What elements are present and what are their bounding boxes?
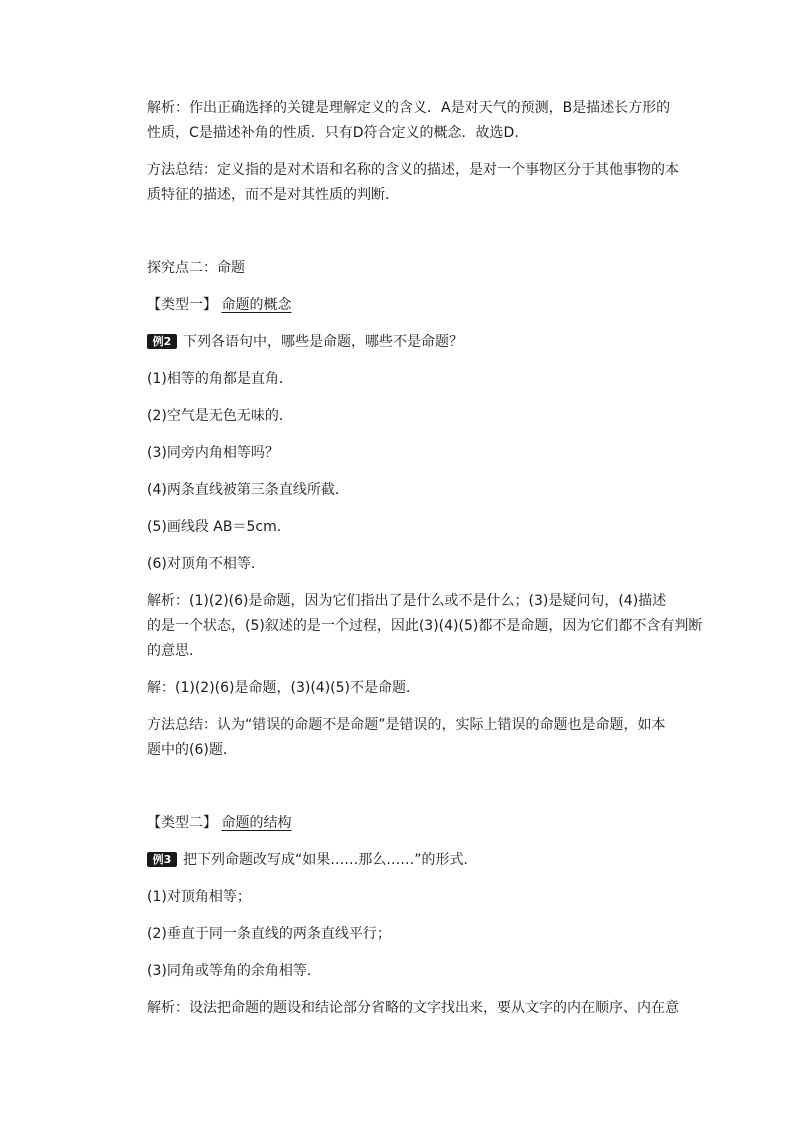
example-2-item: (4)两条直线被第三条直线所截． xyxy=(147,482,349,498)
example-2-text: 下列各语句中，哪些是命题，哪些不是命题？ xyxy=(183,334,463,350)
analysis-2-line-2: 的是一个状态，(5)叙述的是一个过程，因此(3)(4)(5)都不是命题，因为它们都不含有判断 xyxy=(147,618,703,634)
type-2-title: 命题的结构 xyxy=(221,815,292,831)
example-3-text: 把下列命题改写成“如果……那么……”的形式． xyxy=(183,852,478,868)
analysis-2-line-1: 解析：(1)(2)(6)是命题，因为它们指出了是什么或不是什么；(3)是疑问句，(4)描述 xyxy=(147,593,667,609)
example-3-stem xyxy=(147,848,675,873)
example-2-item: (5)画线段 AB＝5cm. xyxy=(147,519,282,535)
analysis-3-line-1: 解析：设法把命题的题设和结论部分省略的文字找出来，要从文字的内在顺序、内在意 xyxy=(147,1000,679,1016)
example-2-item: (1)相等的角都是直角． xyxy=(147,371,293,387)
type-2-heading xyxy=(147,811,675,836)
type-1-bracket: 【类型一】 xyxy=(147,297,217,313)
example-3-item: (1)对顶角相等； xyxy=(147,889,251,905)
example-2-item: (3)同旁内角相等吗？ xyxy=(147,445,279,461)
section-heading-2: 探究点二：命题 xyxy=(147,260,245,276)
example-2-item: (2)空气是无色无味的． xyxy=(147,408,293,424)
example-2-tag: 例2 xyxy=(147,334,177,349)
example-3-item: (3)同角或等角的余角相等． xyxy=(147,963,321,979)
type-2-bracket: 【类型二】 xyxy=(147,815,217,831)
type-1-title: 命题的概念 xyxy=(221,297,292,313)
example-3-tag: 例3 xyxy=(147,852,177,867)
example-2-stem xyxy=(147,330,675,355)
summary-1-line-1: 方法总结：定义指的是对术语和名称的含义的描述，是对一个事物区分于其他事物的本 xyxy=(147,162,679,178)
example-3-item: (2)垂直于同一条直线的两条直线平行； xyxy=(147,926,391,942)
analysis-1-line-2: 性质，C是描述补角的性质．只有D符合定义的概念．故选D. xyxy=(147,125,519,141)
analysis-2-line-3: 的意思． xyxy=(147,643,203,659)
analysis-1-line-1: 解析：作出正确选择的关键是理解定义的含义．A是对天气的预测，B是描述长方形的 xyxy=(147,100,671,116)
summary-1-line-2: 质特征的描述，而不是对其性质的判断． xyxy=(147,187,399,203)
summary-2-line-1: 方法总结：认为“错误的命题不是命题”是错误的，实际上错误的命题也是命题，如本 xyxy=(147,717,666,733)
type-1-heading xyxy=(147,293,675,318)
example-2-item: (6)对顶角不相等． xyxy=(147,556,265,572)
summary-2-line-2: 题中的(6)题． xyxy=(147,742,237,758)
solution-2: 解：(1)(2)(6)是命题，(3)(4)(5)不是命题． xyxy=(147,680,420,696)
